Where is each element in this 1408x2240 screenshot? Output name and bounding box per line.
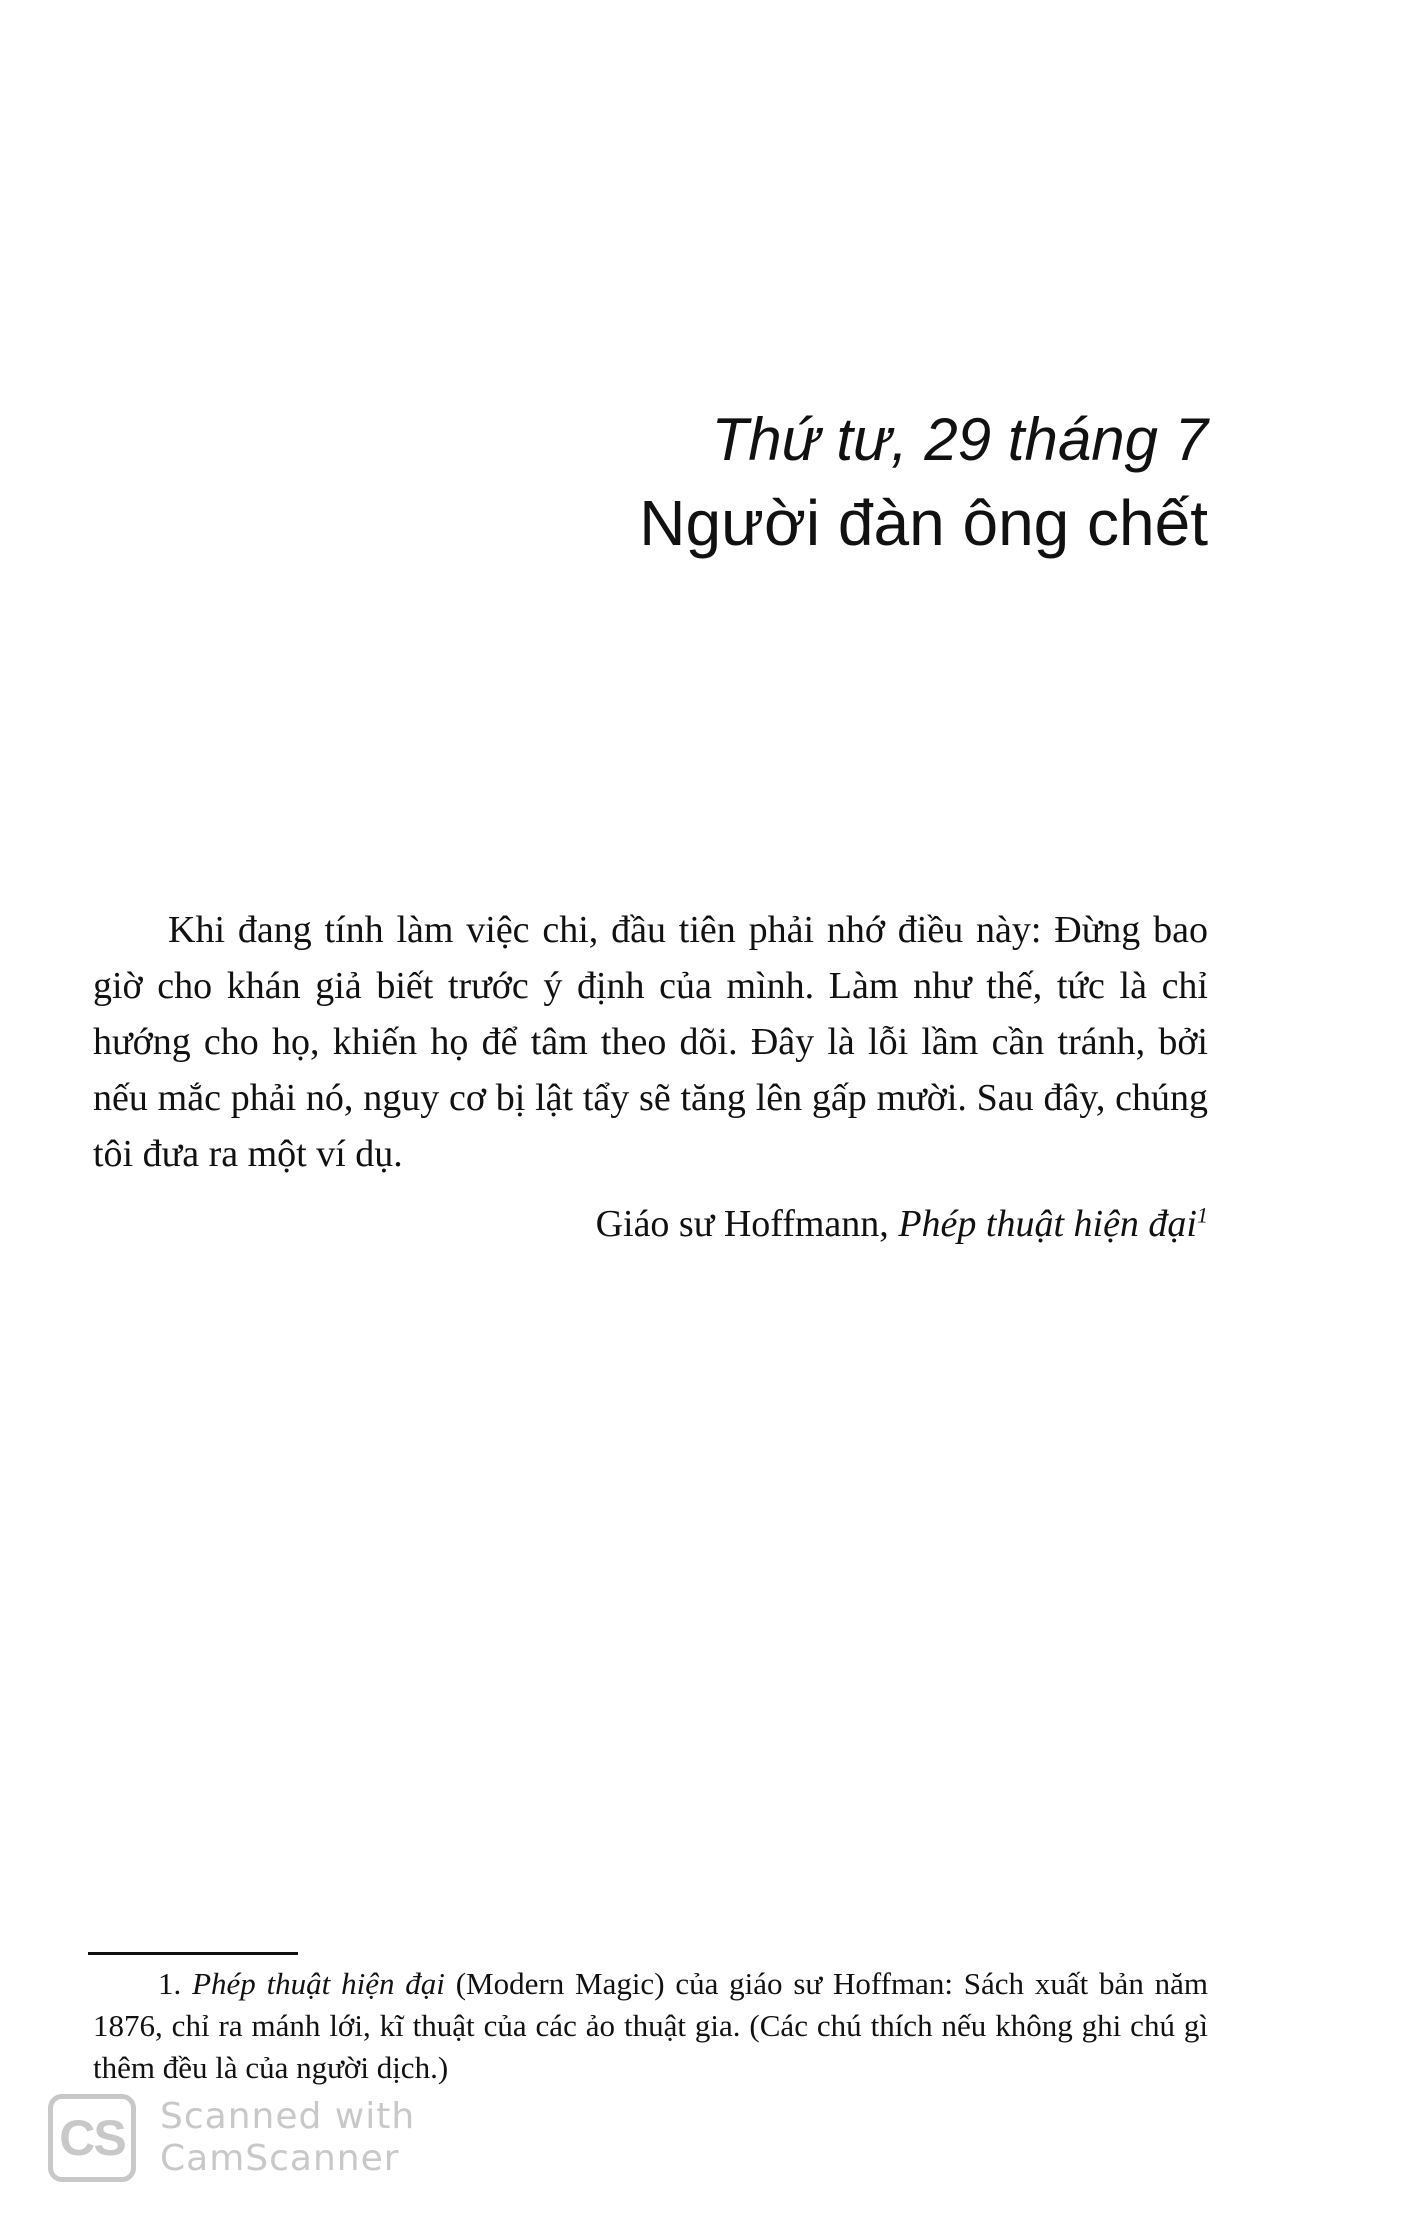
footnote (93, 1963, 1208, 2089)
epigraph-attribution (596, 1196, 1208, 1252)
attribution-work: Phép thuật hiện đại (898, 1203, 1197, 1245)
scanner-watermark (48, 2094, 415, 2182)
watermark-line-1: Scanned with (160, 2096, 416, 2137)
footnote-text: (Modern Magic) của giáo sư Hoffman: Sách xuất bản năm 1876, chỉ ra mánh lới, kĩ thuật của các ảo thuật gia. (Các chú thích nếu không ghi chú gì thêm đều là của người dịch.) (93, 1966, 1208, 2085)
footnote-number: 1. (158, 1966, 193, 2001)
footnote-reference: 1 (1197, 1202, 1208, 1228)
footnote-divider (88, 1952, 298, 1955)
attribution-author: Giáo sư Hoffmann, (595, 1203, 899, 1245)
chapter-title: Người đàn ông chết (639, 487, 1208, 559)
watermark-text (160, 2096, 415, 2180)
chapter-date: Thứ tư, 29 tháng 7 (711, 406, 1208, 473)
footnote-work: Phép thuật hiện đại (192, 1966, 445, 2001)
epigraph-text: Khi đang tính làm việc chi, đầu tiên phải nhớ điều này: Đừng bao giờ cho khán giả biết trước ý định của mình. Làm như thế, tức là chỉ hướng cho họ, khiến họ để tâm theo dõi. Đây là lỗi lầm cần tránh, bởi nếu mắc phải nó, nguy cơ bị lật tẩy sẽ tăng lên gấp mười. Sau đây, chúng tôi đưa ra một ví dụ. (93, 909, 1208, 1175)
camscanner-logo-icon: CS (48, 2094, 136, 2182)
watermark-line-2: CamScanner (160, 2138, 400, 2179)
